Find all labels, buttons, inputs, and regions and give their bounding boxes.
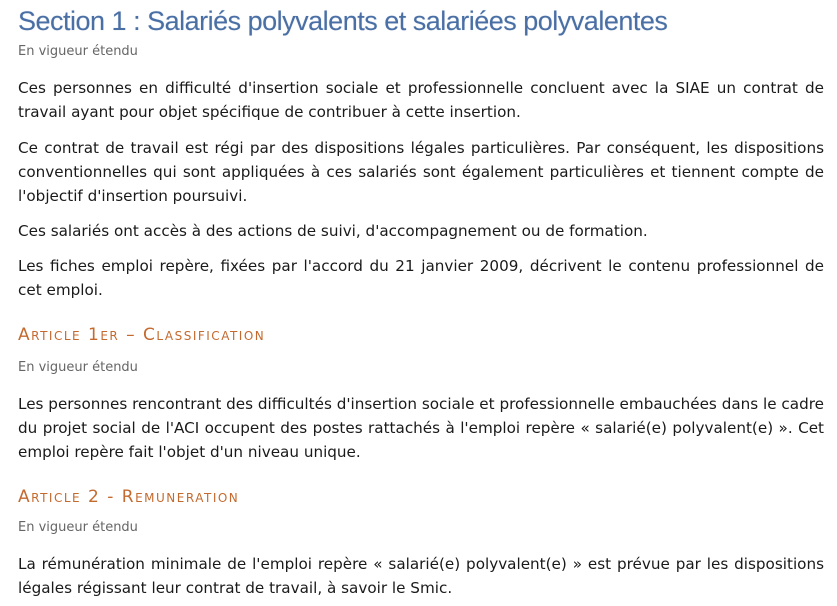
article-1-status: En vigueur étendu bbox=[18, 360, 138, 375]
section-title: Section 1 : Salariés polyvalents et salariées polyvalentes bbox=[18, 6, 668, 36]
section-paragraph-3: Ces salariés ont accès à des actions de suivi, d'accompagnement ou de formation. bbox=[18, 222, 648, 240]
section-status: En vigueur étendu bbox=[18, 44, 138, 59]
article-2-title: Article 2 - Remuneration bbox=[18, 487, 240, 507]
section-paragraph-4: Les fiches emploi repère, fixées par l'accord du 21 janvier 2009, décrivent le contenu professionnel de cet emploi. bbox=[18, 257, 824, 299]
section-paragraph-2: Ce contrat de travail est régi par des dispositions légales particulières. Par conséquent, les dispositions conventionnelles qui sont appliquées à ces salariés sont également particulières et tiennent compte de l'objectif d'insertion poursuivi. bbox=[18, 139, 824, 205]
article-1-paragraph: Les personnes rencontrant des difficultés d'insertion sociale et professionnelle embauchées dans le cadre du projet social de l'ACI occupent des postes rattachés à l'emploi repère « salarié(e) polyvalent(e) ». Cet emploi repère fait l'objet d'un niveau unique. bbox=[18, 395, 824, 461]
article-2-status: En vigueur étendu bbox=[18, 520, 138, 535]
article-1-title: Article 1er – Classification bbox=[18, 325, 266, 345]
section-paragraph-1: Ces personnes en difficulté d'insertion sociale et professionnelle concluent avec la SIAE un contrat de travail ayant pour objet spécifique de contribuer à cette insertion. bbox=[18, 79, 824, 121]
article-2-paragraph: La rémunération minimale de l'emploi repère « salarié(e) polyvalent(e) » est prévue par les dispositions légales régissant leur contrat de travail, à savoir le Smic. bbox=[18, 555, 824, 597]
